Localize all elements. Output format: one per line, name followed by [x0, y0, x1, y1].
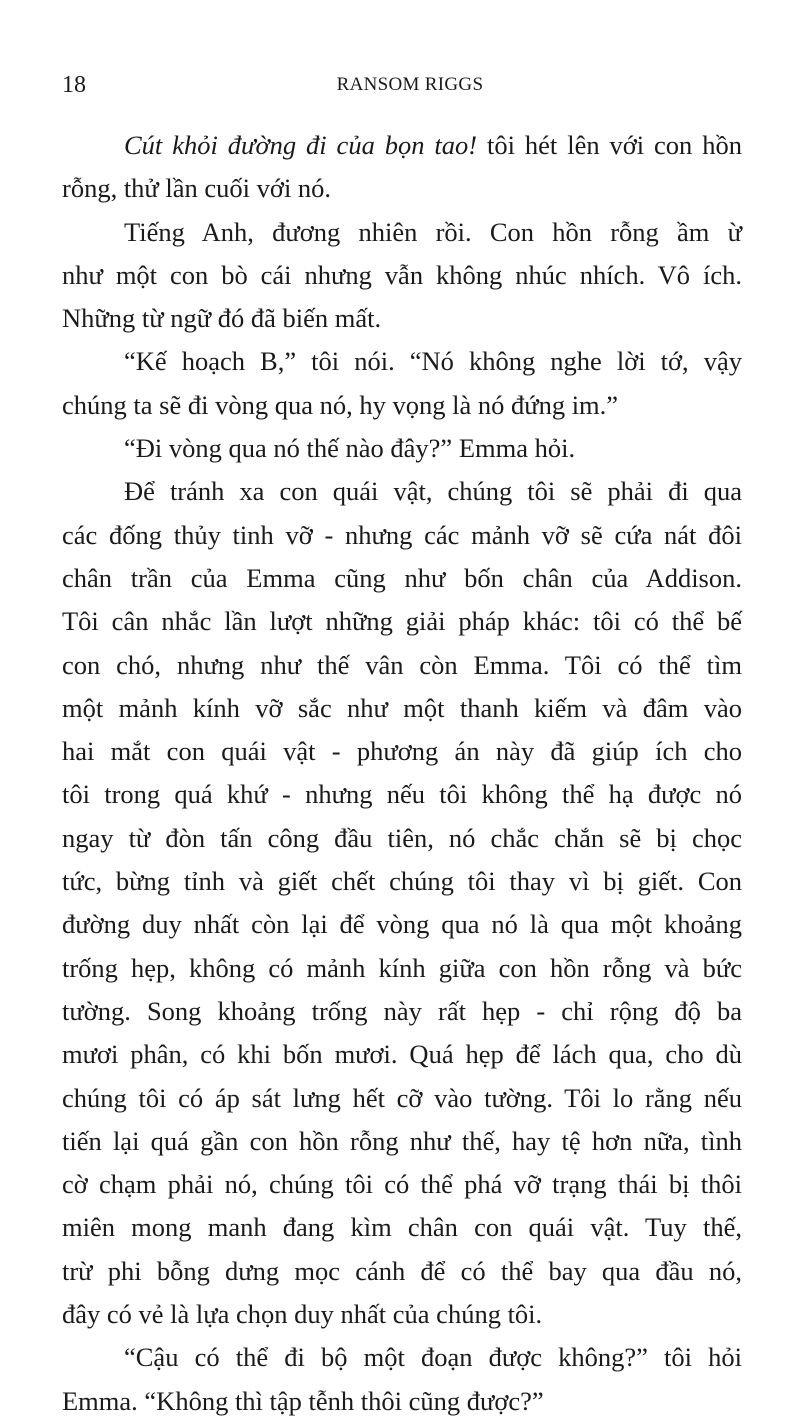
text-line: Cút khỏi đường đi của bọn tao! tôi hét lên với con hồn: [124, 130, 742, 160]
text-line: Để tránh xa con quái vật, chúng tôi sẽ phải đi qua: [124, 476, 742, 507]
text-line: rỗng, thử lần cuối với nó.: [62, 173, 332, 204]
text-line: hai mắt con quái vật - phương án này đã giúp ích cho: [62, 736, 742, 767]
text-line: tức, bừng tỉnh và giết chết chúng tôi thay vì bị giết. Con: [62, 866, 742, 897]
text-line: Tôi cân nhắc lần lượt những giải pháp khác: tôi có thể bế: [62, 606, 742, 637]
text-line: chúng ta sẽ đi vòng qua nó, hy vọng là nó đứng im.”: [62, 389, 619, 420]
text-line: Tiếng Anh, đương nhiên rồi. Con hồn rỗng ầm ừ: [124, 216, 742, 247]
text-line: “Cậu có thể đi bộ một đoạn được không?” tôi hỏi: [124, 1342, 742, 1373]
text-line: tiến lại quá gần con hồn rỗng như thế, hay tệ hơn nữa, tình: [62, 1125, 742, 1156]
text-line: Những từ ngữ đó đã biến mất.: [62, 303, 382, 334]
text-line: mươi phân, có khi bốn mươi. Quá hẹp để lách qua, cho dù: [62, 1039, 742, 1070]
author-name: RANSOM RIGGS: [336, 74, 484, 95]
body-text: [62, 124, 742, 1423]
text-line: Emma. “Không thì tập tễnh thôi cũng được?”: [62, 1385, 544, 1416]
text-line: chân trần của Emma cũng như bốn chân của Addison.: [62, 562, 742, 593]
text-line: trống hẹp, không có mảnh kính giữa con hồn rỗng và bức: [62, 952, 742, 983]
page-number: 18: [62, 72, 86, 98]
text-line: trừ phi bỗng dưng mọc cánh để có thể bay qua đầu nó,: [62, 1255, 742, 1286]
text-line: “Đi vòng qua nó thế nào đây?” Emma hỏi.: [124, 433, 576, 464]
text-line: ngay từ đòn tấn công đầu tiên, nó chắc chắn sẽ bị chọc: [62, 822, 742, 853]
text-line: miên mong manh đang kìm chân con quái vật. Tuy thế,: [62, 1212, 742, 1243]
text-line: con chó, nhưng như thế vân còn Emma. Tôi có thể tìm: [62, 649, 742, 680]
text-line: cờ chạm phải nó, chúng tôi có thể phá vỡ trạng thái bị thôi: [62, 1169, 742, 1200]
text-line: đường duy nhất còn lại để vòng qua nó là qua một khoảng: [62, 909, 742, 940]
text-line: chúng tôi có áp sát lưng hết cỡ vào tường. Tôi lo rằng nếu: [62, 1082, 742, 1113]
text-line: các đống thủy tinh vỡ - nhưng các mảnh vỡ sẽ cứa nát đôi: [62, 519, 742, 550]
running-header: [62, 68, 738, 102]
text-line: “Kế hoạch B,” tôi nói. “Nó không nghe lời tớ, vậy: [124, 346, 742, 377]
text-line: đây có vẻ là lựa chọn duy nhất của chúng tôi.: [62, 1299, 543, 1330]
text-line: một mảnh kính vỡ sắc như một thanh kiếm và đâm vào: [62, 692, 742, 723]
italic-phrase: Cút khỏi đường đi của bọn tao!: [124, 130, 478, 160]
text-line: tôi trong quá khứ - nhưng nếu tôi không thể hạ được nó: [62, 779, 742, 810]
text-line: như một con bò cái nhưng vẫn không nhúc nhích. Vô ích.: [62, 259, 742, 290]
text-line: tường. Song khoảng trống này rất hẹp - chỉ rộng độ ba: [62, 995, 742, 1026]
